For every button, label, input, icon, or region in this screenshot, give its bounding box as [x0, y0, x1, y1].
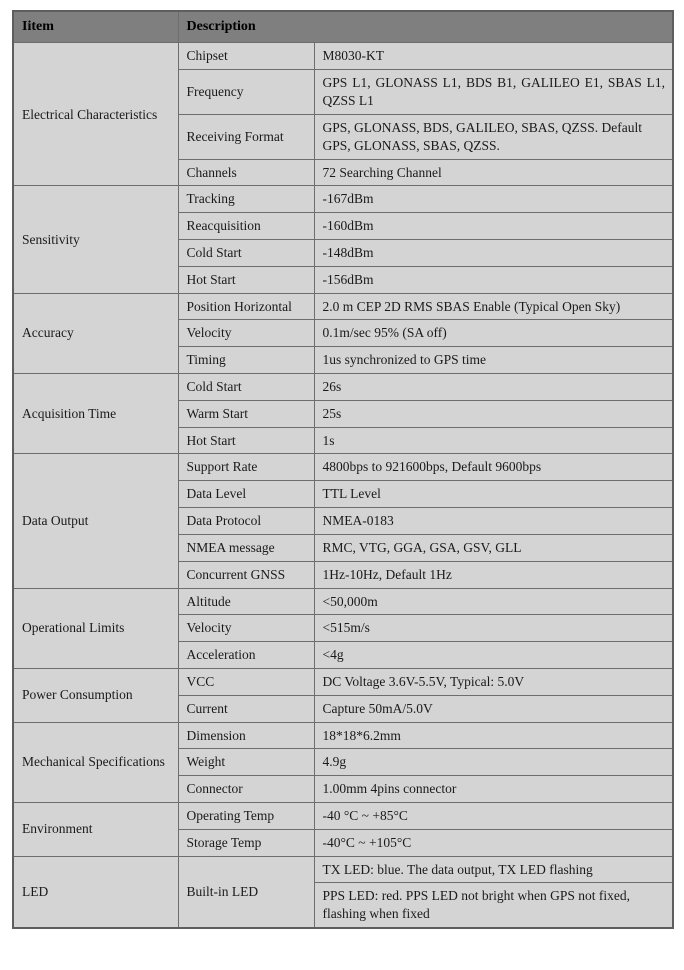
sub-label-connector: Connector	[178, 776, 314, 803]
table-body	[13, 43, 673, 928]
table-row	[13, 588, 673, 615]
value-cell: -40°C ~ +105°C	[314, 829, 673, 856]
sub-label-acceleration: Acceleration	[178, 642, 314, 669]
value-cell: GPS, GLONASS, BDS, GALILEO, SBAS, QZSS. Default GPS, GLONASS, SBAS, QZSS.	[314, 114, 673, 159]
sub-label-hot-start: Hot Start	[178, 266, 314, 293]
group-label-accuracy: Accuracy	[13, 293, 178, 373]
sub-label-receiving-format: Receiving Format	[178, 114, 314, 159]
sub-label-warm-start: Warm Start	[178, 400, 314, 427]
table-row	[13, 668, 673, 695]
group-label-electrical-characteristics: Electrical Characteristics	[13, 43, 178, 186]
value-cell: <50,000m	[314, 588, 673, 615]
group-label-led: LED	[13, 856, 178, 928]
sub-label-frequency: Frequency	[178, 70, 314, 115]
sub-label-channels: Channels	[178, 159, 314, 186]
value-cell: 1.00mm 4pins connector	[314, 776, 673, 803]
value-cell: Capture 50mA/5.0V	[314, 695, 673, 722]
table-row	[13, 374, 673, 401]
sub-label-cold-start: Cold Start	[178, 239, 314, 266]
table-row	[13, 43, 673, 70]
table-row	[13, 293, 673, 320]
sub-label-velocity: Velocity	[178, 320, 314, 347]
sub-label-nmea-message: NMEA message	[178, 534, 314, 561]
value-cell: -167dBm	[314, 186, 673, 213]
group-label-mechanical-specifications: Mechanical Specifications	[13, 722, 178, 802]
sub-label-concurrent-gnss: Concurrent GNSS	[178, 561, 314, 588]
sub-label-cold-start: Cold Start	[178, 374, 314, 401]
value-cell: DC Voltage 3.6V-5.5V, Typical: 5.0V	[314, 668, 673, 695]
table-row	[13, 186, 673, 213]
value-cell: RMC, VTG, GGA, GSA, GSV, GLL	[314, 534, 673, 561]
group-label-power-consumption: Power Consumption	[13, 668, 178, 722]
table-header	[13, 11, 673, 43]
header-row	[13, 11, 673, 43]
group-label-operational-limits: Operational Limits	[13, 588, 178, 668]
value-cell: -40 °C ~ +85°C	[314, 803, 673, 830]
header-cell-item: Iitem	[13, 11, 178, 43]
sub-label-dimension: Dimension	[178, 722, 314, 749]
group-label-acquisition-time: Acquisition Time	[13, 374, 178, 454]
group-label-environment: Environment	[13, 803, 178, 857]
value-cell: PPS LED: red. PPS LED not bright when GPS not fixed, flashing when fixed	[314, 883, 673, 928]
sub-label-hot-start: Hot Start	[178, 427, 314, 454]
value-cell: 25s	[314, 400, 673, 427]
sub-label-built-in-led: Built-in LED	[178, 856, 314, 928]
sub-label-vcc: VCC	[178, 668, 314, 695]
table-row	[13, 722, 673, 749]
sub-label-weight: Weight	[178, 749, 314, 776]
value-cell: TTL Level	[314, 481, 673, 508]
value-cell: 1Hz-10Hz, Default 1Hz	[314, 561, 673, 588]
group-label-sensitivity: Sensitivity	[13, 186, 178, 293]
sub-label-tracking: Tracking	[178, 186, 314, 213]
value-cell: 72 Searching Channel	[314, 159, 673, 186]
value-cell: GPS L1, GLONASS L1, BDS B1, GALILEO E1, SBAS L1, QZSS L1	[314, 70, 673, 115]
table-row	[13, 856, 673, 883]
value-cell: -160dBm	[314, 213, 673, 240]
sub-label-data-level: Data Level	[178, 481, 314, 508]
sub-label-reacquisition: Reacquisition	[178, 213, 314, 240]
value-cell: TX LED: blue. The data output, TX LED flashing	[314, 856, 673, 883]
value-cell: NMEA-0183	[314, 508, 673, 535]
value-cell: 2.0 m CEP 2D RMS SBAS Enable (Typical Open Sky)	[314, 293, 673, 320]
sub-label-data-protocol: Data Protocol	[178, 508, 314, 535]
table-row	[13, 454, 673, 481]
sub-label-operating-temp: Operating Temp	[178, 803, 314, 830]
value-cell: <4g	[314, 642, 673, 669]
sub-label-altitude: Altitude	[178, 588, 314, 615]
value-cell: 0.1m/sec 95% (SA off)	[314, 320, 673, 347]
value-cell: 26s	[314, 374, 673, 401]
sub-label-support-rate: Support Rate	[178, 454, 314, 481]
value-cell: 4800bps to 921600bps, Default 9600bps	[314, 454, 673, 481]
value-cell: -156dBm	[314, 266, 673, 293]
sub-label-position-horizontal: Position Horizontal	[178, 293, 314, 320]
sub-label-storage-temp: Storage Temp	[178, 829, 314, 856]
sub-label-timing: Timing	[178, 347, 314, 374]
value-cell: M8030-KT	[314, 43, 673, 70]
sub-label-chipset: Chipset	[178, 43, 314, 70]
header-cell-description: Description	[178, 11, 673, 43]
value-cell: 1s	[314, 427, 673, 454]
value-cell: -148dBm	[314, 239, 673, 266]
sub-label-current: Current	[178, 695, 314, 722]
value-cell: 1us synchronized to GPS time	[314, 347, 673, 374]
group-label-data-output: Data Output	[13, 454, 178, 588]
table-row	[13, 803, 673, 830]
value-cell: <515m/s	[314, 615, 673, 642]
value-cell: 18*18*6.2mm	[314, 722, 673, 749]
specification-table	[12, 10, 674, 929]
value-cell: 4.9g	[314, 749, 673, 776]
sub-label-velocity: Velocity	[178, 615, 314, 642]
